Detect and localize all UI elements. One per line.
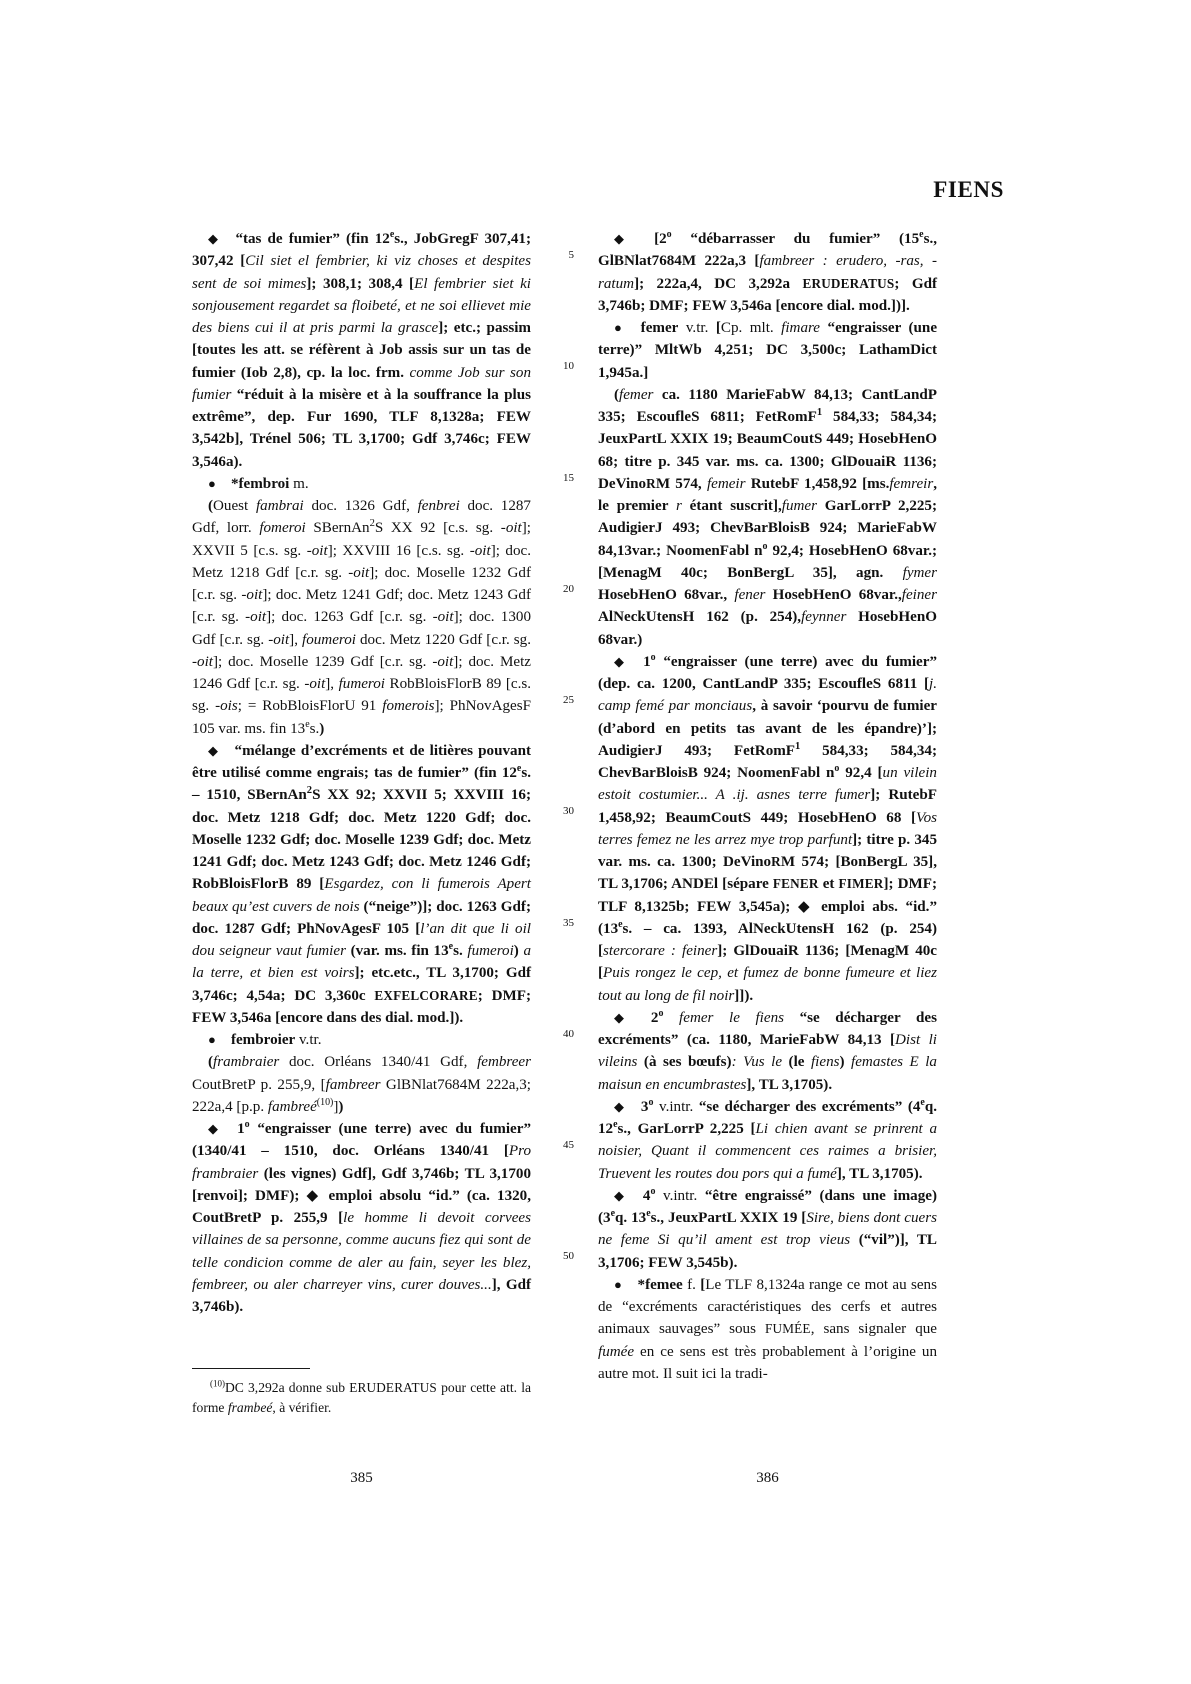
lozenge-icon: ◆ [208, 231, 221, 246]
line-number: 35 [563, 916, 574, 929]
entry-text: fembroier v.tr. [230, 1032, 322, 1048]
p-femer-sense3 [598, 1096, 937, 1185]
p-fembroier-head [192, 1029, 531, 1051]
entry-text: 1$^o$ “engraisser (une terre) avec du fumier” (dep. ca. 1200, CantLandP 335; EscoufleS 6811 [j. camp femé par monciaus, à savoir ‘pourvu de fumier (d’abord en petits tas avant de les épandre)’]; AudigierJ 493; FetRomF$^1$ 584,33; 584,34; ChevBarBloisB 924; NoomenFabl $n^o$ 92,4 [un vilein estoit costumier... A .ij. asnes terre fumer]; RutebF 1,458,92; BeaumCoutS 449; HosebHenO 68 [Vos terres femez ne les arrez mye trop parfunt]; titre p. 345 var. ms. ca. 1300; DeVinoRM 574; [BonBergL 35], TL 3,1706; ANDEl [sépare FENER et FIMER]; DMF; TLF 8,1325b; FEW 3,545a); ◆ emploi abs. “id.” (13es. – ca. 1393, AlNeckUtensH 162 (p. 254) [stercorare : feiner]; GlDouaiR 1136; [MenagM 40c [Puis rongez le cep, et fumez de bonne fumeure et liez tout au long de fil noir]]). [598, 651, 938, 1004]
lozenge-icon: ◆ [614, 1009, 636, 1025]
bullet-disc-icon: ● [208, 1032, 216, 1047]
p-femer-sense4 [598, 1185, 937, 1274]
p-femee-head [598, 1274, 937, 1385]
entry-text: (Ouest fambrai doc. 1326 Gdf, fenbrei doc. 1287 Gdf, lorr. fomeroi SBernAn$^2$S XX 92 [c.s. sg. -oit]; XXVII 5 [c.s. sg. -oit]; XXVIII 16 [c.s. sg. -oit]; doc. Metz 1218 Gdf [c.r. sg. -oit]; doc. Moselle 1232 Gdf [c.r. sg. -oit]; doc. Metz 1241 Gdf; doc. Metz 1243 Gdf [c.r. sg. -oit]; doc. 1263 Gdf [c.r. sg. -oit]; doc. 1300 Gdf [c.r. sg. -oit], foumeroi doc. Metz 1220 Gdf [c.r. sg. -oit]; doc. Moselle 1239 Gdf [c.r. sg. -oit]; doc. Metz 1246 Gdf [c.r. sg. -oit], fumeroi RobBloisFlorB 89 [c.s. sg. -ois; = RobBloisFlorU 91 fomerois]; PhNovAgesF 105 var. ms. fin 13es.) [192, 498, 531, 737]
lozenge-icon: ◆ [614, 653, 628, 669]
p-fembroi-head [192, 473, 531, 495]
p-fembroier-sense1 [192, 1118, 531, 1318]
bullet-disc-icon: ● [208, 475, 216, 491]
p-femer-head [598, 317, 937, 384]
entry-text: 1$^o$ “engraisser (une terre) avec du fumier” (1340/41 – 1510, doc. Orléans 1340/41 [Pro frambraier (les vignes) Gdf], Gdf 3,746b; TL 3,1700 [renvoi]; DMF); ◆ emploi absolu “id.” (ca. 1320, CoutBretP p. 255,9 [le homme li devoit corvees villaines de sa personne, comme aucuns fiez qui sont de telle condicion comme de aler au fain, seyer les blez, fembreer, ou aler charreyer vins, curer douves...], Gdf 3,746b). [192, 1118, 532, 1315]
entry-text: “mélange d’excréments et de litières pouvant être utilisé comme engrais; tas de fumier” (fin 12es. – 1510, SBernAn$^2$S XX 92; XXVII 5; XXVIII 16; doc. Metz 1218 Gdf; doc. Metz 1220 Gdf; doc. Moselle 1232 Gdf; doc. Moselle 1239 Gdf; doc. Metz 1241 Gdf; doc. Metz 1243 Gdf; doc. Metz 1246 Gdf; RobBloisFlorB 89 [Esgardez, con li fumerois Apert beaux qu’est cuvers de nois (“neige”)]; doc. 1263 Gdf; doc. 1287 Gdf; PhNovAgesF 105 [l’an dit que li oil dou seigneur vaut fumier (var. ms. fin 13es. fumeroi) a la terre, et bien est voirs]; etc.etc., TL 3,1700; Gdf 3,746c; 4,54a; DC 3,360c EXFELCORARE; DMF; FEW 3,546a [encore dans des dial. mod.]). [192, 742, 531, 1026]
p-femer-forms [598, 384, 937, 651]
line-number: 20 [563, 582, 574, 595]
p-sense2-debarrasser [598, 228, 937, 317]
entry-text: femer v.tr. [Cp. mlt. fimare “engraisser (une terre)” MltWb 4,251; DC 3,500c; LathamDict 1,945a.] [598, 320, 938, 381]
entry-text: *fembroi m. [230, 475, 309, 492]
folio-left: 385 [350, 1470, 373, 1486]
lozenge-icon: ◆ [614, 1098, 626, 1114]
entry-text: *femee f. [Le TLF 8,1324a range ce mot au sens de “excréments caractéristiques des cerfs et autres animaux sauvages” sous FUMÉE, sans signaler que fumée en ce sens est très probablement à l’origine un autre mot. Il suit ici la tradi- [598, 1276, 937, 1382]
lozenge-icon: ◆ [614, 231, 639, 246]
p-femer-sense2 [598, 1007, 937, 1096]
line-number: 15 [563, 471, 574, 484]
line-number: 45 [563, 1139, 574, 1151]
line-number-gutter [544, 228, 574, 1348]
entry-text: 3$^o$ v.intr. “se décharger des excréments” (4eq. 12es., GarLorrP 2,225 [Li chien avant se prinrent a noisier, Quant il commencent ces raimes a brisier, Truevent les routes dou pors qui a fumé], TL 3,1705). [598, 1096, 937, 1182]
line-number: 5 [568, 249, 574, 261]
entry-text: “tas de fumier” (fin 12es., JobGregF 307,41; 307,42 [Cil siet el fembrier, ki viz choses et despites sent de soi mimes]; 308,1; 308,4 [El fembrier siet ki sonjousement regardet sa floibeté, et ne soi ellievet mie des biens cui il at pris parmi la grasce]; etc.; passim [toutes les att. se réfèrent à Job assis sur un tas de fumier (Iob 2,8), cp. la loc. frm. comme Job sur son fumier “réduit à la misère et à la souffrance la plus extrême”, dep. Fur 1690, TLF 8,1328a; FEW 3,542b], Trénel 506; TL 3,1700; Gdf 3,746c; FEW 3,546a). [192, 228, 532, 470]
p-fembroi-forms [192, 495, 531, 740]
entry-text: (femer ca. 1180 MarieFabW 84,13; CantLandP 335; EscoufleS 6811; FetRomF$^1$ 584,33; 584,34; JeuxPartL XXIX 19; BeaumCoutS 449; HosebHenO 68; titre p. 345 var. ms. ca. 1300; GlDouaiR 1136; DeVinoRM 574, femeir RutebF 1,458,92 [ms.femreir, le premier r étant suscrit],fumer GarLorrP 2,225; AudigierJ 493; ChevBarBloisB 924; MarieFabW 84,13var.; NoomenFabl $n^o$ 92,4; HosebHenO 68var.; [MenagM 40c; BonBergL 35], agn. fymer HosebHenO 68var., fener HosebHenO 68var.,feiner AlNeckUtensH 162 (p. 254),feynner HosebHenO 68var.) [598, 386, 937, 648]
left-column [192, 228, 531, 1318]
text-columns [192, 228, 1005, 1382]
entry-text: 4$^o$ v.intr. “être engraissé” (dans une image) (3eq. 13es., JeuxPartL XXIX 19 [Sire, biens dont cuers ne feme Si qu’il ament est trop vieus (“vil”)], TL 3,1706; FEW 3,545b). [598, 1185, 937, 1271]
p-fembroier-forms [192, 1051, 531, 1118]
line-number: 25 [563, 694, 574, 706]
right-column [598, 228, 937, 1385]
lozenge-icon: ◆ [614, 1187, 628, 1203]
line-number: 10 [563, 360, 574, 373]
p-tas-de-fumier [192, 228, 531, 473]
line-number: 50 [563, 1250, 574, 1263]
lozenge-icon: ◆ [208, 742, 220, 758]
entry-text: (frambraier doc. Orléans 1340/41 Gdf, fembreer CoutBretP p. 255,9, [fambreer GlBNlat7684M 222a,3; 222a,4 [p.p. fambreé$^{(10)}$]) [192, 1054, 531, 1115]
entry-text: 2$^o$ femer le fiens “se décharger des excréments” (ca. 1180, MarieFabW 84,13 [Dist li vileins (à ses bœufs): Vus le (le fiens) femastes E la maisun en encumbrastes], TL 3,1705). [598, 1007, 937, 1093]
bullet-disc-icon: ● [614, 1276, 623, 1292]
bullet-disc-icon: ● [614, 320, 626, 335]
footnote-text: $^{(10)}$DC 3,292a donne sub ERUDERATUS pour cette att. la forme frambeé, à vérifier. [192, 1378, 532, 1415]
running-head: FIENS [933, 177, 1004, 202]
line-number: 30 [563, 805, 574, 818]
lozenge-icon: ◆ [208, 1121, 222, 1136]
p-femer-sense1 [598, 651, 937, 1007]
footnote-block [192, 1368, 531, 1418]
footnote-rule [192, 1368, 310, 1369]
line-number: 40 [563, 1027, 574, 1040]
folio-right: 386 [756, 1470, 779, 1486]
p-melange [192, 740, 531, 1029]
entry-text: [2$^o$ “débarrasser du fumier” (15es., GlBNlat7684M 222a,3 [fambreer : erudero, -ras, -ratum]; 222a,4, DC 3,292a ERUDERATUS; Gdf 3,746b; DMF; FEW 3,546a [encore dial. mod.])]. [598, 228, 937, 314]
